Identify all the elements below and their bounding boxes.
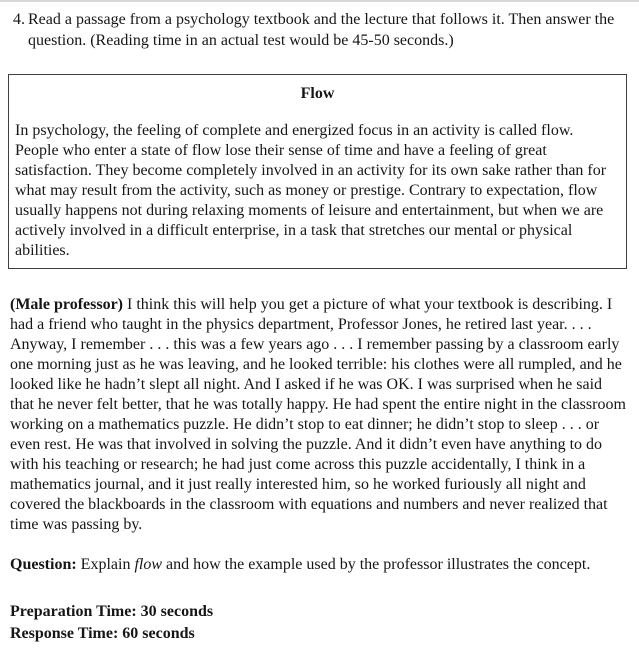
question-italic-term: flow <box>134 556 162 573</box>
passage-title: Flow <box>300 85 335 102</box>
lecture-transcript <box>10 295 627 535</box>
instruction-item <box>13 9 627 51</box>
reading-passage-box <box>8 74 627 269</box>
instruction-text: Read a passage from a psychology textbook and the lecture that follows it. Then answer the question. (Reading time in an actual test would be 45-50 seconds.) <box>28 11 615 49</box>
speaker-label: (Male professor) <box>10 296 123 313</box>
response-time-line: Response Time: 60 seconds <box>10 625 195 642</box>
timing-block <box>10 601 627 645</box>
question-paragraph <box>10 555 627 575</box>
lecture-text: I think this will help you get a picture of what your textbook is describing. I had a friend who taught in the physics department, Professor Jones, he retired last year. . . . Anyway, I remember . . . this was a few years ago . . . I remember passing by a classroom early one morning just as he was leaving, and he looked terrible: his clothes were all rumpled, and he looked like he hadn’t slept all night. And I asked if he was OK. I was surprised when he said that he never felt better, that he was totally happy. He had spent the entire night in the classroom working on a mathematics puzzle. He didn’t stop to eat dinner; he didn’t stop to sleep . . . or even rest. He was that involved in solving the puzzle. And it didn’t even have anything to do with his teaching or research; he had just come across this puzzle accidentally, I think in a mathematics journal, and it just really interested him, so he worked furiously all night and covered the blackboards in the classroom with equations and numbers and never realized that time was passing by. <box>10 296 626 533</box>
passage-body-text: In psychology, the feeling of complete and energized focus in an activity is called flow. People who enter a state of flow lose their sense of time and have a feeling of great satisfaction. They become completely involved in an activity for its own sake rather than for what may result from the activity, such as money or prestige. Contrary to expectation, flow usually happens not during relaxing moments of leisure and entertainment, but when we are actively involved in a difficult enterprise, in a task that stretches our mental or physical abilities. <box>15 122 607 259</box>
test-question-page <box>0 2 639 655</box>
question-text-pre: Explain <box>76 556 135 573</box>
item-number: 4. <box>13 11 25 28</box>
question-text-post: and how the example used by the professor illustrates the concept. <box>162 556 591 573</box>
preparation-time-line: Preparation Time: 30 seconds <box>10 603 214 620</box>
question-label: Question: <box>10 556 77 573</box>
